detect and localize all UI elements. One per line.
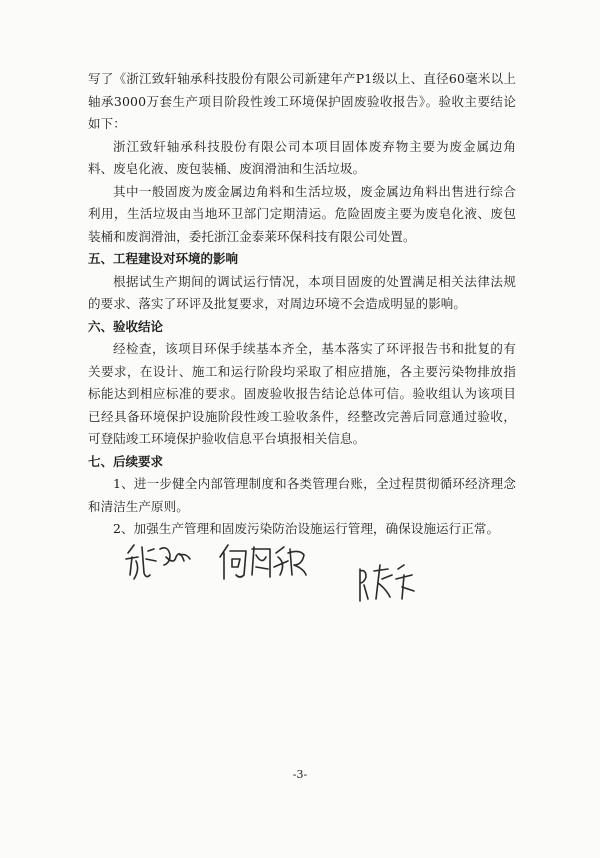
paragraph-report-title: 写了《浙江致轩轴承科技股份有限公司新建年产P1级以上、直径60毫米以上轴承3000万套生产项目阶段性竣工环境保护固废验收报告》。验收主要结论如下：	[88, 71, 516, 131]
signature-1	[126, 545, 190, 579]
follow-up-item-2: 2、加强生产管理和固废污染防治设施运行管理，确保设施运行正常。	[113, 521, 500, 536]
signature-2	[220, 545, 306, 579]
document-body	[88, 68, 516, 541]
signature-3	[360, 565, 414, 601]
signature-area	[120, 535, 460, 615]
page-number: -3-	[292, 768, 308, 781]
section-heading-follow-up: 七、后续要求	[88, 453, 164, 469]
section-heading-conclusion: 六、验收结论	[88, 318, 164, 334]
section-heading-environment-impact: 五、工程建设对环境的影响	[88, 251, 239, 266]
paragraph-waste-disposal: 其中一般固废为废金属边角料和生活垃圾，废金属边角料出售进行综合利用，生活垃圾由当地环卫部门定期清运。危险固废主要为废皂化液、废包装桶和废润滑油，委托浙江金泰莱环保科技有限公司处置。	[88, 183, 516, 244]
paragraph-environment-impact: 根据试生产期间的调试运行情况，本项目固废的处置满足相关法律法规的要求、落实了环评及批复要求，对周边环境不会造成明显的影响。	[88, 273, 516, 311]
follow-up-item-1: 1、进一步健全内部管理制度和各类管理台账，全过程贯彻循环经济理念和清洁生产原则。	[88, 476, 516, 514]
paragraph-conclusion: 经检查，该项目环保手续基本齐全，基本落实了环评报告书和批复的有关要求，在设计、施工和运行阶段均采取了相应措施，各主要污染物排放指标能达到相应标准的要求。固废验收报告结论总体可信。验收组认为该项目已经具备环境保护设施阶段性竣工验收条件，经整改完善后同意通过验收，可登陆竣工环境保护验收信息平台填报相关信息。	[88, 341, 516, 446]
paragraph-solid-waste: 浙江致轩轴承科技股份有限公司本项目固体废弃物主要为废金属边角料、废皂化液、废包装桶、废润滑油和生活垃圾。	[88, 138, 516, 176]
